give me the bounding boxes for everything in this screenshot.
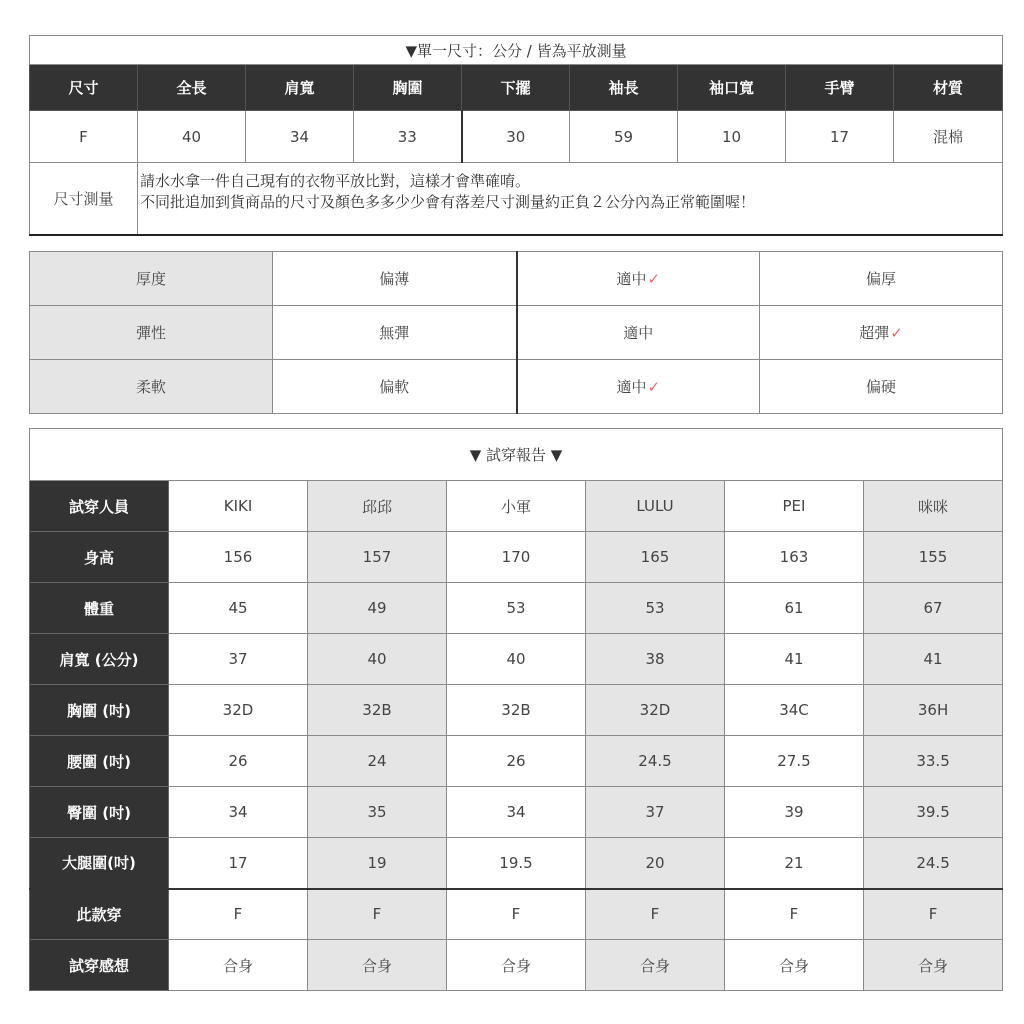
report-cell: F <box>725 889 864 940</box>
try-on-report-table <box>29 428 1003 991</box>
report-cell: 34 <box>169 787 308 838</box>
report-cell: 41 <box>864 634 1003 685</box>
report-cell: 26 <box>169 736 308 787</box>
report-cell: 合身 <box>725 940 864 991</box>
report-cell: 21 <box>725 838 864 889</box>
report-row <box>30 634 1003 685</box>
report-caption: ▼ 試穿報告 ▼ <box>30 429 1003 481</box>
size-value-cell: 混棉 <box>894 111 1003 163</box>
report-cell: F <box>308 889 447 940</box>
size-header-cell: 手臂 <box>786 65 894 111</box>
fabric-option-label: 適中 <box>623 324 654 342</box>
fabric-option <box>517 360 760 414</box>
report-row-header: 此款穿 <box>30 889 169 940</box>
fabric-option <box>517 252 760 306</box>
size-value-cell: 30 <box>462 111 570 163</box>
size-value-cell: 17 <box>786 111 894 163</box>
size-value-cell: 34 <box>246 111 354 163</box>
report-row <box>30 838 1003 889</box>
report-cell: 163 <box>725 532 864 583</box>
size-header-cell: 尺寸 <box>30 65 138 111</box>
report-cell: 17 <box>169 838 308 889</box>
report-cell: KIKI <box>169 481 308 532</box>
report-cell: F <box>864 889 1003 940</box>
report-cell: 合身 <box>169 940 308 991</box>
report-row-header: 身高 <box>30 532 169 583</box>
fabric-option-label: 偏薄 <box>379 270 410 288</box>
report-cell: 合身 <box>586 940 725 991</box>
report-row-header: 大腿圍(吋) <box>30 838 169 889</box>
report-cell: 53 <box>586 583 725 634</box>
report-row <box>30 787 1003 838</box>
fabric-row <box>30 306 1003 360</box>
report-row-header: 試穿人員 <box>30 481 169 532</box>
report-cell: 33.5 <box>864 736 1003 787</box>
report-cell: 32B <box>447 685 586 736</box>
fabric-option-label: 超彈 <box>859 324 890 342</box>
report-cell: 53 <box>447 583 586 634</box>
report-row <box>30 940 1003 991</box>
fabric-option <box>273 252 517 306</box>
report-row-header: 試穿感想 <box>30 940 169 991</box>
report-cell: 邱邱 <box>308 481 447 532</box>
size-value-cell: 10 <box>678 111 786 163</box>
report-cell: 155 <box>864 532 1003 583</box>
size-value-cell: 59 <box>570 111 678 163</box>
report-cell: 小軍 <box>447 481 586 532</box>
size-value-cell: F <box>30 111 138 163</box>
fabric-option <box>760 306 1003 360</box>
size-header-cell: 材質 <box>894 65 1003 111</box>
report-cell: 27.5 <box>725 736 864 787</box>
report-cell: 156 <box>169 532 308 583</box>
report-row-header: 臀圍 (吋) <box>30 787 169 838</box>
report-cell: 19 <box>308 838 447 889</box>
report-row <box>30 532 1003 583</box>
report-cell: F <box>586 889 725 940</box>
report-cell: 合身 <box>864 940 1003 991</box>
fabric-option <box>760 252 1003 306</box>
report-row <box>30 889 1003 940</box>
report-cell: LULU <box>586 481 725 532</box>
size-header-cell: 袖長 <box>570 65 678 111</box>
report-cell: 咪咪 <box>864 481 1003 532</box>
report-row <box>30 736 1003 787</box>
size-header-cell: 全長 <box>138 65 246 111</box>
measure-note-row <box>30 163 1003 235</box>
size-header-row <box>30 65 1003 111</box>
report-cell: 165 <box>586 532 725 583</box>
fabric-option-label: 偏厚 <box>865 270 896 288</box>
report-cell: 61 <box>725 583 864 634</box>
report-cell: F <box>169 889 308 940</box>
size-value-cell: 40 <box>138 111 246 163</box>
report-row-header: 腰圍 (吋) <box>30 736 169 787</box>
fabric-option-label: 適中 <box>616 378 647 396</box>
report-cell: 32D <box>169 685 308 736</box>
report-cell: 34 <box>447 787 586 838</box>
size-header-cell: 肩寬 <box>246 65 354 111</box>
size-table <box>29 35 1003 236</box>
fabric-option <box>273 360 517 414</box>
report-cell: 37 <box>586 787 725 838</box>
report-cell: 170 <box>447 532 586 583</box>
report-row <box>30 481 1003 532</box>
report-cell: 26 <box>447 736 586 787</box>
report-cell: 20 <box>586 838 725 889</box>
report-row <box>30 685 1003 736</box>
report-cell: 38 <box>586 634 725 685</box>
report-cell: PEI <box>725 481 864 532</box>
measure-note-line: 請水水拿一件自己現有的衣物平放比對，這樣才會準確唷。 <box>140 172 531 190</box>
report-cell: 35 <box>308 787 447 838</box>
report-cell: 合身 <box>308 940 447 991</box>
report-cell: 49 <box>308 583 447 634</box>
report-cell: 45 <box>169 583 308 634</box>
fabric-option <box>517 306 760 360</box>
report-cell: 39 <box>725 787 864 838</box>
size-value-row <box>30 111 1003 163</box>
report-cell: 36H <box>864 685 1003 736</box>
fabric-label: 彈性 <box>30 306 273 360</box>
report-cell: 40 <box>447 634 586 685</box>
report-cell: 32D <box>586 685 725 736</box>
report-cell: F <box>447 889 586 940</box>
size-header-cell: 胸圍 <box>354 65 462 111</box>
fabric-option-label: 無彈 <box>379 324 410 342</box>
report-row-header: 肩寬 (公分) <box>30 634 169 685</box>
measure-note-line: 不同批追加到貨商品的尺寸及顏色多多少少會有落差尺寸測量約正負２公分內為正常範圍喔！ <box>140 193 756 211</box>
report-cell: 34C <box>725 685 864 736</box>
fabric-option-label: 適中 <box>616 270 647 288</box>
report-cell: 24 <box>308 736 447 787</box>
fabric-option-label: 偏硬 <box>865 378 896 396</box>
fabric-row <box>30 252 1003 306</box>
measure-label: 尺寸測量 <box>30 163 138 235</box>
report-cell: 40 <box>308 634 447 685</box>
report-row <box>30 583 1003 634</box>
fabric-table <box>29 251 1003 414</box>
report-cell: 32B <box>308 685 447 736</box>
size-header-cell: 袖口寬 <box>678 65 786 111</box>
report-cell: 24.5 <box>864 838 1003 889</box>
check-icon: ✓ <box>647 270 661 288</box>
size-table-caption: ▼單一尺寸：公分 / 皆為平放測量 <box>30 36 1003 65</box>
report-row-header: 胸圍 (吋) <box>30 685 169 736</box>
report-cell: 24.5 <box>586 736 725 787</box>
fabric-option-label: 偏軟 <box>379 378 410 396</box>
check-icon: ✓ <box>647 378 661 396</box>
size-value-cell: 33 <box>354 111 462 163</box>
report-cell: 合身 <box>447 940 586 991</box>
size-header-cell: 下擺 <box>462 65 570 111</box>
report-cell: 19.5 <box>447 838 586 889</box>
fabric-row <box>30 360 1003 414</box>
report-cell: 37 <box>169 634 308 685</box>
fabric-label: 柔軟 <box>30 360 273 414</box>
measure-note <box>138 163 1003 235</box>
report-cell: 39.5 <box>864 787 1003 838</box>
report-row-header: 體重 <box>30 583 169 634</box>
fabric-label: 厚度 <box>30 252 273 306</box>
check-icon: ✓ <box>890 324 903 342</box>
report-cell: 157 <box>308 532 447 583</box>
fabric-option <box>760 360 1003 414</box>
report-cell: 41 <box>725 634 864 685</box>
report-cell: 67 <box>864 583 1003 634</box>
fabric-option <box>273 306 517 360</box>
